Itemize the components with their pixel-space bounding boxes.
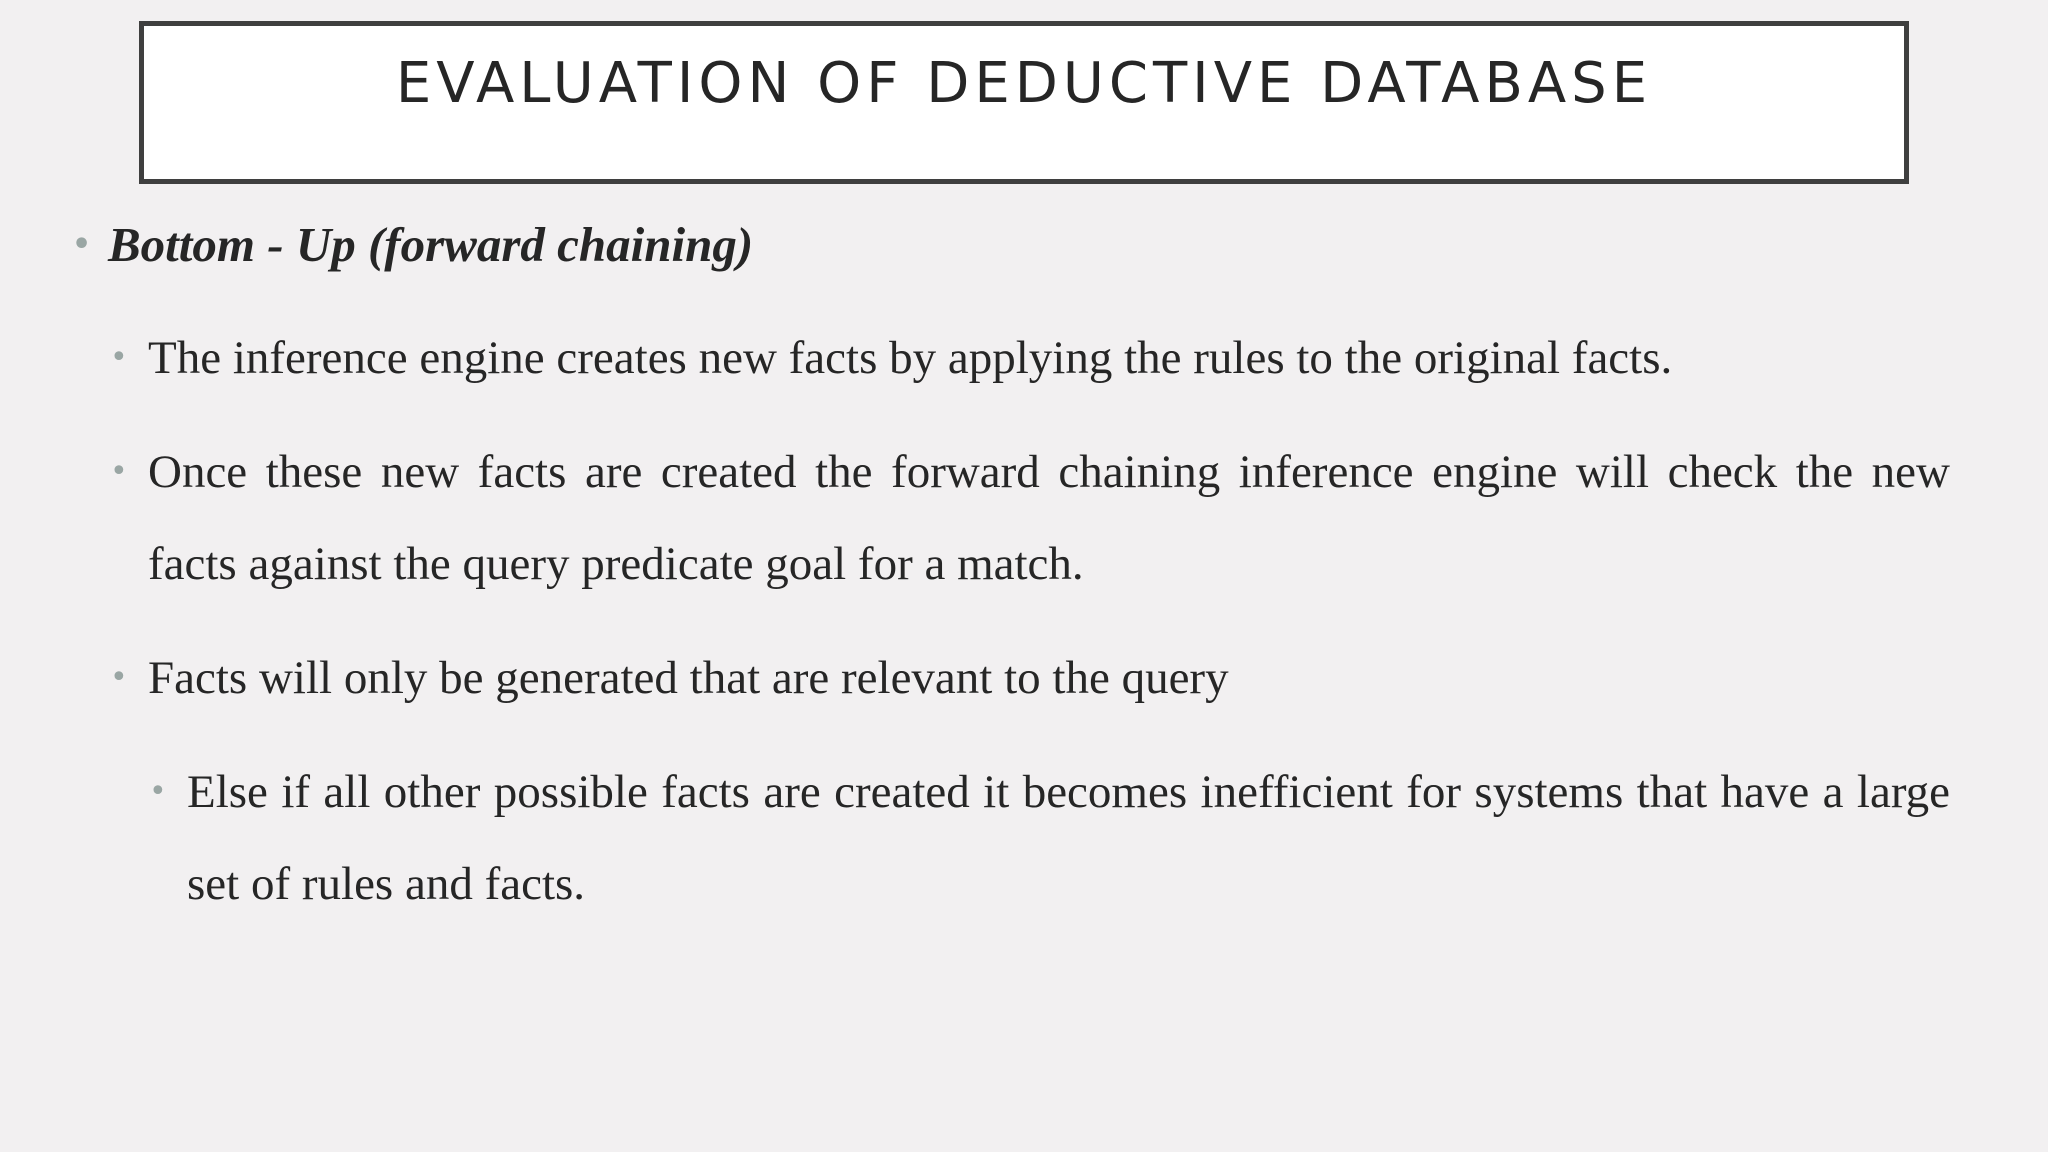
- bullet-item: [110, 632, 1950, 724]
- bullet-text: The inference engine creates new facts by applying the rules to the original facts.: [148, 332, 1673, 384]
- bullet-item: [110, 426, 1950, 610]
- bullet-dot-icon: •: [72, 227, 92, 262]
- slide-title: EVALUATION OF DEDUCTIVE DATABASE: [395, 51, 1653, 116]
- title-box: [139, 21, 1909, 184]
- bullet-dot-icon: •: [149, 774, 167, 809]
- bullet-text: Once these new facts are created the forward chaining inference engine will check the new facts against the query predicate goal for a match.: [148, 446, 1950, 590]
- sub-bullet-item: [149, 746, 1950, 930]
- bullet-dot-icon: •: [110, 340, 128, 375]
- bullet-dot-icon: •: [110, 454, 128, 489]
- bullet-text: Facts will only be generated that are relevant to the query: [148, 652, 1229, 704]
- bullet-item: [110, 312, 1950, 404]
- bullet-dot-icon: •: [110, 660, 128, 695]
- heading-text: Bottom - Up (forward chaining): [108, 217, 754, 272]
- sub-bullet-text: Else if all other possible facts are created it becomes inefficient for systems that have a large set of rules and facts.: [187, 766, 1950, 910]
- heading-bullet: [72, 215, 754, 275]
